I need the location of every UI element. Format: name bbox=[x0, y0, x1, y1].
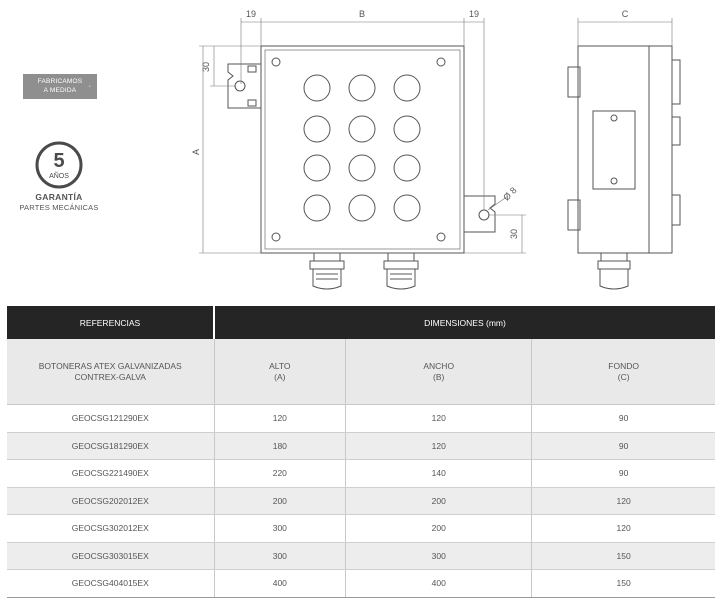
push-button bbox=[394, 116, 420, 142]
cell-fondo: 150 bbox=[532, 570, 715, 598]
cell-fondo: 90 bbox=[532, 460, 715, 488]
dim-30-top: 30 bbox=[201, 61, 211, 73]
guarantee-unit: AÑOS bbox=[49, 173, 69, 180]
table-row bbox=[7, 487, 715, 515]
col-fondo-code: (C) bbox=[617, 371, 630, 382]
guarantee-subtitle: PARTES MECÁNICAS bbox=[19, 203, 99, 212]
side-label-plate bbox=[593, 111, 635, 189]
table-row bbox=[7, 405, 715, 433]
push-button bbox=[349, 116, 375, 142]
subheader-alto bbox=[214, 339, 346, 405]
cell-ancho: 200 bbox=[346, 487, 532, 515]
col-ancho-label: ANCHO bbox=[423, 360, 455, 371]
push-button bbox=[349, 195, 375, 221]
front-view-inner bbox=[265, 50, 460, 249]
subheader-product bbox=[7, 339, 214, 405]
cell-alto: 300 bbox=[214, 542, 346, 570]
dim-a: A bbox=[191, 148, 201, 156]
front-view-box bbox=[261, 46, 464, 253]
cell-ref: GEOCSG302012EX bbox=[7, 515, 214, 543]
table-row bbox=[7, 432, 715, 460]
subheader-product-line-2: CONTREX-GALVA bbox=[74, 371, 146, 382]
cell-alto: 300 bbox=[214, 515, 346, 543]
screw bbox=[272, 233, 280, 241]
subheader-fondo bbox=[532, 339, 715, 405]
side-view-lid bbox=[649, 46, 672, 253]
col-ancho-code: (B) bbox=[433, 371, 445, 382]
cell-fondo: 120 bbox=[532, 515, 715, 543]
push-button bbox=[394, 75, 420, 101]
table-row bbox=[7, 460, 715, 488]
cell-ref: GEOCSG121290EX bbox=[7, 405, 214, 433]
cell-ref: GEOCSG404015EX bbox=[7, 570, 214, 598]
push-button bbox=[394, 195, 420, 221]
cell-alto: 120 bbox=[214, 405, 346, 433]
push-button bbox=[304, 116, 330, 142]
badge-line-1: FABRICAMOS bbox=[37, 78, 83, 85]
button-grid bbox=[304, 75, 420, 221]
cell-ref: GEOCSG303015EX bbox=[7, 542, 214, 570]
push-button bbox=[349, 155, 375, 181]
cell-fondo: 90 bbox=[532, 432, 715, 460]
cell-fondo: 120 bbox=[532, 487, 715, 515]
dim-c: C bbox=[621, 9, 629, 19]
subheader-product-line-1: BOTONERAS ATEX GALVANIZADAS bbox=[38, 360, 182, 371]
table-row bbox=[7, 542, 715, 570]
table-header-row bbox=[7, 306, 715, 339]
dim-j-left: 19 bbox=[245, 9, 257, 19]
cell-alto: 180 bbox=[214, 432, 346, 460]
dimensions-table bbox=[7, 306, 715, 598]
push-button bbox=[304, 195, 330, 221]
screw bbox=[437, 233, 445, 241]
cell-fondo: 90 bbox=[532, 405, 715, 433]
cell-ref: GEOCSG202012EX bbox=[7, 487, 214, 515]
cell-fondo: 150 bbox=[532, 542, 715, 570]
dim-b: B bbox=[358, 9, 366, 19]
cell-alto: 400 bbox=[214, 570, 346, 598]
dim-30-bottom: 30 bbox=[509, 228, 519, 240]
col-alto-code: (A) bbox=[274, 371, 286, 382]
table-row bbox=[7, 570, 715, 598]
cell-alto: 200 bbox=[214, 487, 346, 515]
push-button bbox=[349, 75, 375, 101]
badge-ruler-icon: ◦ bbox=[88, 84, 91, 90]
guarantee-title: GARANTÍA bbox=[35, 192, 83, 202]
dim-hole: Ø 8 bbox=[501, 185, 519, 203]
cell-ancho: 400 bbox=[346, 570, 532, 598]
header-references: REFERENCIAS bbox=[7, 306, 214, 339]
cell-ancho: 140 bbox=[346, 460, 532, 488]
cell-ancho: 120 bbox=[346, 405, 532, 433]
col-alto-label: ALTO bbox=[269, 360, 291, 371]
cell-alto: 220 bbox=[214, 460, 346, 488]
push-button bbox=[394, 155, 420, 181]
technical-drawing bbox=[0, 0, 722, 300]
side-cable-gland bbox=[598, 253, 630, 289]
table-subheader-row bbox=[7, 339, 715, 405]
cable-gland-right bbox=[384, 253, 418, 289]
badge-line-2: A MEDIDA bbox=[43, 87, 77, 94]
cable-gland-left bbox=[310, 253, 344, 289]
col-fondo-label: FONDO bbox=[608, 360, 639, 371]
header-dimensions: DIMENSIONES (mm) bbox=[214, 306, 715, 339]
cell-ancho: 200 bbox=[346, 515, 532, 543]
push-button bbox=[304, 155, 330, 181]
cell-ref: GEOCSG181290EX bbox=[7, 432, 214, 460]
screw bbox=[437, 58, 445, 66]
dim-j-right: 19 bbox=[468, 9, 480, 19]
left-mount-hole bbox=[235, 81, 245, 91]
cell-ancho: 300 bbox=[346, 542, 532, 570]
side-view-box bbox=[578, 46, 672, 253]
cell-ancho: 120 bbox=[346, 432, 532, 460]
right-mount-hole bbox=[479, 210, 489, 220]
screw bbox=[272, 58, 280, 66]
push-button bbox=[304, 75, 330, 101]
table-row bbox=[7, 515, 715, 543]
guarantee-number: 5 bbox=[53, 150, 65, 172]
subheader-ancho bbox=[346, 339, 532, 405]
cell-ref: GEOCSG221490EX bbox=[7, 460, 214, 488]
